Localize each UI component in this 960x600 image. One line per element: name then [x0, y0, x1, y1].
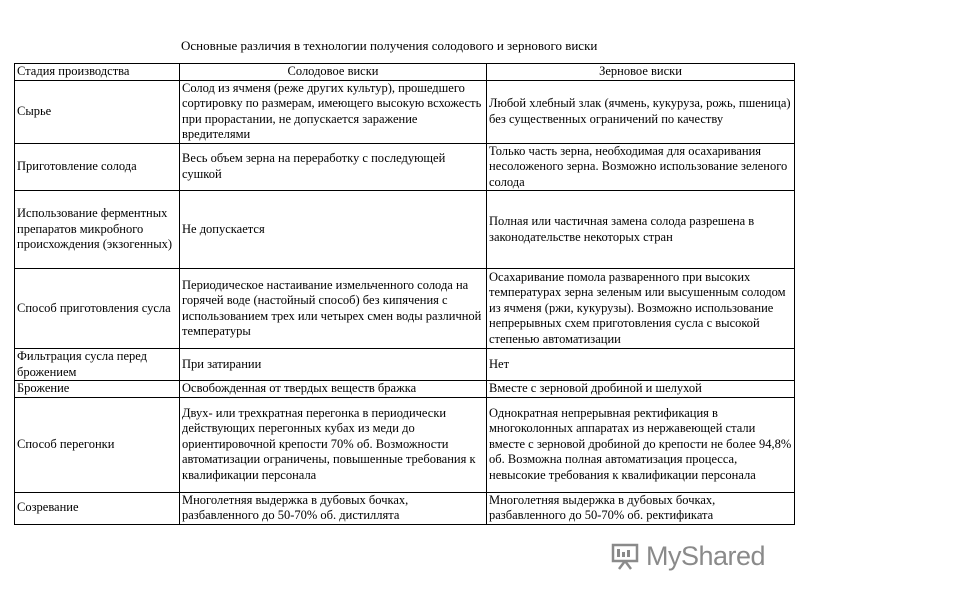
cell-stage: Приготовление солода — [15, 143, 180, 191]
watermark-text: MyShared — [646, 540, 766, 571]
header-malt: Солодовое виски — [180, 64, 487, 81]
header-stage: Стадия производства — [15, 64, 180, 81]
cell-malt: Весь объем зерна на переработку с последующей сушкой — [180, 143, 487, 191]
table-row — [15, 349, 795, 381]
cell-grain: Многолетняя выдержка в дубовых бочках, разбавленного до 50-70% об. ректификата — [487, 492, 795, 524]
cell-stage: Способ перегонки — [15, 397, 180, 492]
table-row — [15, 381, 795, 398]
table-row — [15, 191, 795, 269]
cell-stage: Сырье — [15, 80, 180, 143]
table-row — [15, 397, 795, 492]
cell-stage: Брожение — [15, 381, 180, 398]
cell-malt: Периодическое настаивание измельченного солода на горячей воде (настойный способ) без кипячения с использованием трех или четырех смен воды различной температуры — [180, 269, 487, 349]
cell-stage: Созревание — [15, 492, 180, 524]
cell-grain: Только часть зерна, необходимая для осахаривания несоложеного зерна. Возможно использование зеленого солода — [487, 143, 795, 191]
table-row — [15, 80, 795, 143]
table-row — [15, 269, 795, 349]
cell-grain: Вместе с зерновой дробиной и шелухой — [487, 381, 795, 398]
myshared-watermark — [610, 536, 765, 576]
header-grain: Зерновое виски — [487, 64, 795, 81]
cell-grain: Любой хлебный злак (ячмень, кукуруза, рожь, пшеница) без существенных ограничений по качеству — [487, 80, 795, 143]
table-row — [15, 143, 795, 191]
page-title: Основные различия в технологии получения солодового и зернового виски — [181, 38, 598, 53]
cell-grain: Полная или частичная замена солода разрешена в законодательстве некоторых стран — [487, 191, 795, 269]
cell-malt: Не допускается — [180, 191, 487, 269]
cell-grain: Однократная непрерывная ректификация в многоколонных аппаратах из нержавеющей стали вместе с зерновой дробиной до крепости не более 94,8% об. Возможна полная автоматизация процесса, невысокие требования к квалификации персонала — [487, 397, 795, 492]
cell-stage: Способ приготовления сусла — [15, 269, 180, 349]
cell-malt: При затирании — [180, 349, 487, 381]
cell-malt: Многолетняя выдержка в дубовых бочках, разбавленного до 50-70% об. дистиллята — [180, 492, 487, 524]
table-row — [15, 492, 795, 524]
cell-malt: Двух- или трехкратная перегонка в периодически действующих перегонных кубах из меди до ориентировочной крепости 70% об. Возможности автоматизации ограничены, повышенные требования к квалификации персонала — [180, 397, 487, 492]
table-header-row — [15, 64, 795, 81]
cell-grain: Осахаривание помола разваренного при высоких температурах зерна зеленым или высушенным солодом из ячменя (ржи, кукурузы). Возможно использование непрерывных схем приготовления сусла с высокой степенью автоматизации — [487, 269, 795, 349]
cell-stage: Фильтрация сусла перед брожением — [15, 349, 180, 381]
comparison-table — [14, 63, 795, 525]
cell-malt: Освобожденная от твердых веществ бражка — [180, 381, 487, 398]
cell-malt: Солод из ячменя (реже других культур), прошедшего сортировку по размерам, имеющего высокую всхожесть при прорастании, не допускается заражение вредителями — [180, 80, 487, 143]
presentation-board-icon — [610, 541, 640, 571]
cell-grain: Нет — [487, 349, 795, 381]
cell-stage: Использование ферментных препаратов микробного происхождения (экзогенных) — [15, 191, 180, 269]
